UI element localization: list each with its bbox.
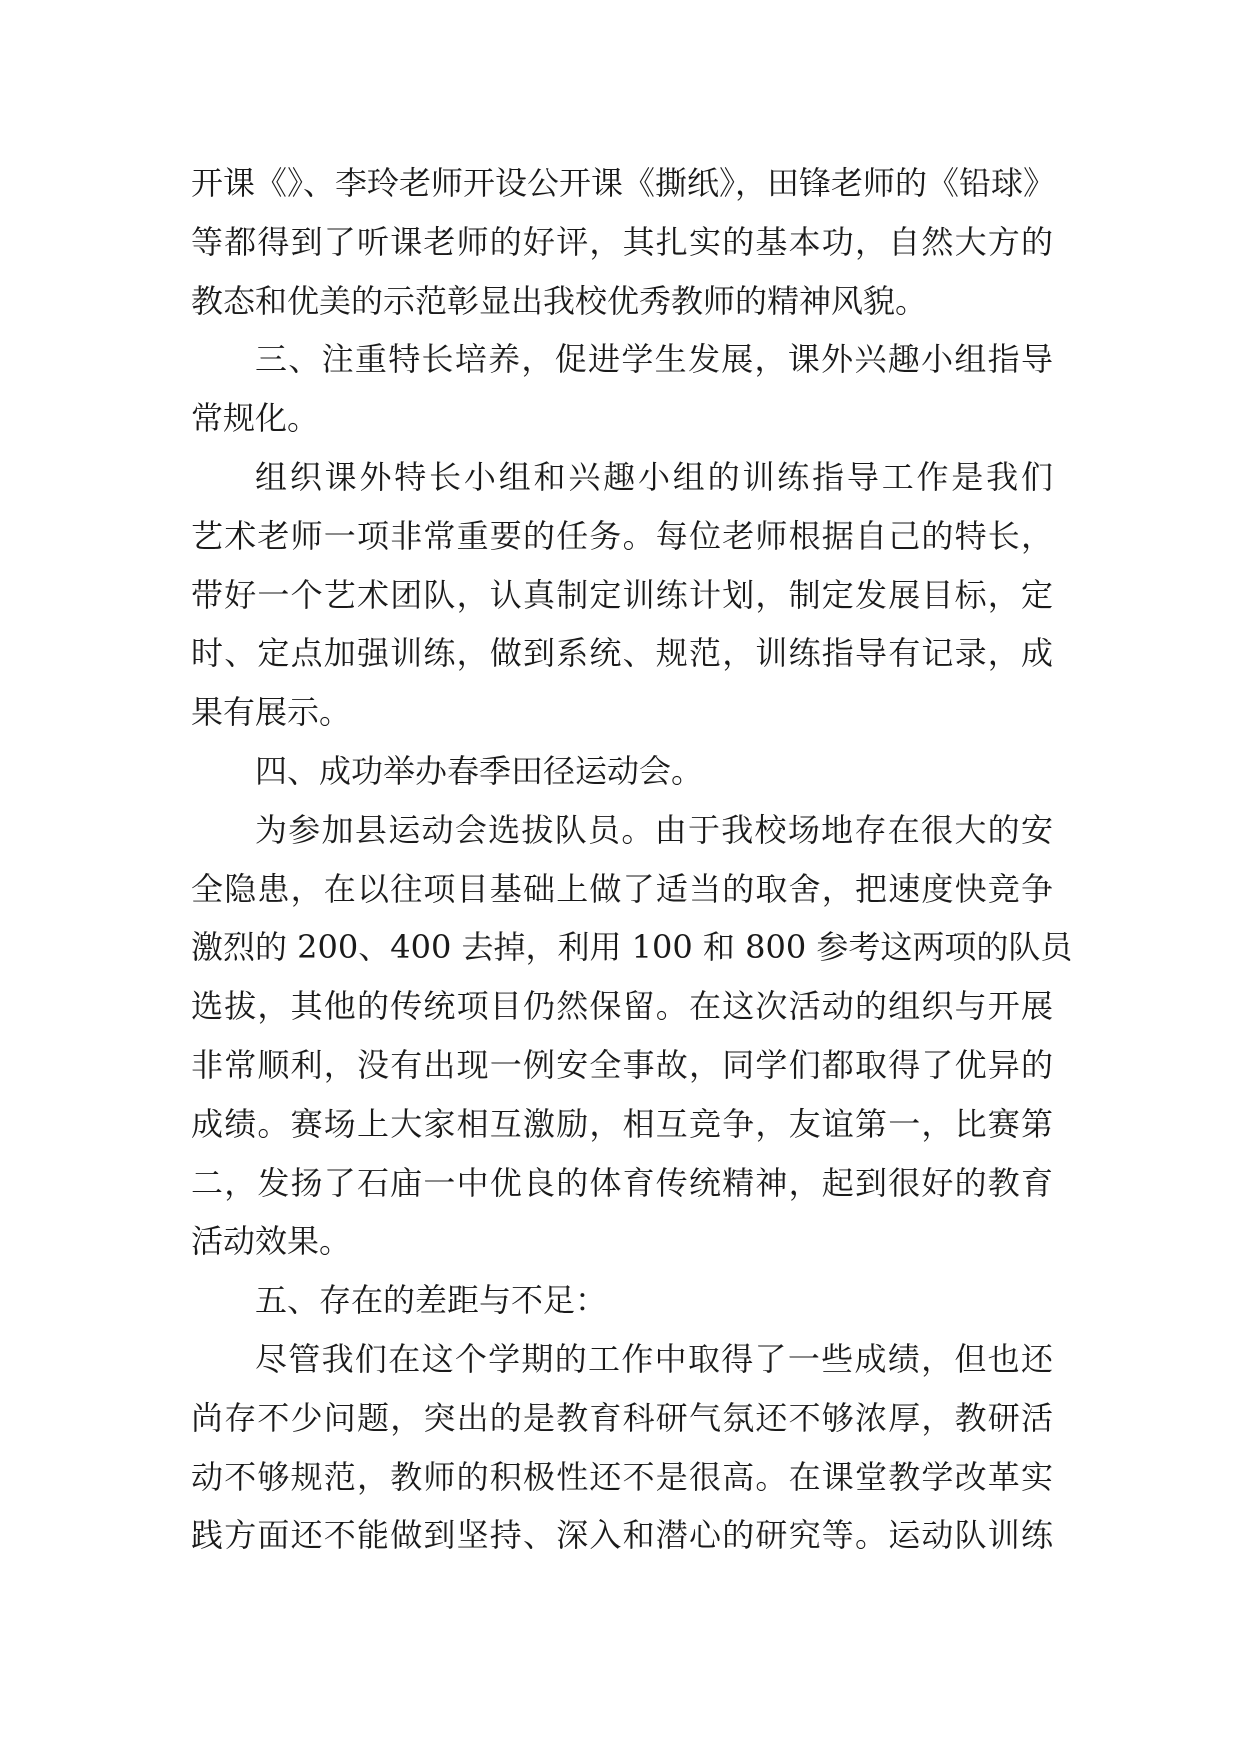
text-line: 艺术老师一项非常重要的任务。每位老师根据自己的特长， <box>191 516 1053 555</box>
text-line: 践方面还不能做到坚持、深入和潜心的研究等。运动队训练 <box>191 1516 1053 1555</box>
text-line: 果有展示。 <box>191 693 352 732</box>
text-line: 组织课外特长小组和兴趣小组的训练指导工作是我们 <box>255 457 1053 496</box>
text-line: 教态和优美的示范彰显出我校优秀教师的精神风貌。 <box>191 281 928 320</box>
body-text <box>191 154 1073 1565</box>
text-line: 活动效果。 <box>191 1222 352 1261</box>
text-line: 为参加县运动会选拔队员。由于我校场地存在很大的安 <box>255 810 1053 849</box>
text-line: 动不够规范，教师的积极性还不是很高。在课堂教学改革实 <box>191 1457 1053 1496</box>
text-line: 带好一个艺术团队，认真制定训练计划，制定发展目标，定 <box>191 575 1053 614</box>
text-line: 时、定点加强训练，做到系统、规范，训练指导有记录，成 <box>191 634 1053 673</box>
text-line: 激烈的 200、400 去掉，利用 100 和 800 参考这两项的队员 <box>191 928 1073 967</box>
text-line: 全隐患，在以往项目基础上做了适当的取舍，把速度快竞争 <box>191 869 1053 908</box>
text-line: 四、成功举办春季田径运动会。 <box>255 751 704 790</box>
text-line: 成绩。赛场上大家相互激励，相互竞争，友谊第一，比赛第 <box>191 1104 1053 1143</box>
text-line: 常规化。 <box>191 399 320 438</box>
text-line: 等都得到了听课老师的好评，其扎实的基本功，自然大方的 <box>191 222 1053 261</box>
text-line: 选拔，其他的传统项目仍然保留。在这次活动的组织与开展 <box>191 987 1053 1026</box>
text-line: 开课《》、李玲老师开设公开课《撕纸》，田锋老师的《铅球》 <box>191 164 1056 202</box>
text-line: 非常顺利，没有出现一例安全事故，同学们都取得了优异的 <box>191 1045 1053 1084</box>
text-line: 尽管我们在这个学期的工作中取得了一些成绩，但也还 <box>255 1339 1053 1378</box>
text-line: 尚存不少问题，突出的是教育科研气氛还不够浓厚，教研活 <box>191 1398 1053 1437</box>
text-line: 五、存在的差距与不足： <box>255 1281 608 1320</box>
text-line: 二，发扬了石庙一中优良的体育传统精神，起到很好的教育 <box>191 1163 1053 1202</box>
text-line: 三、注重特长培养，促进学生发展，课外兴趣小组指导 <box>255 340 1053 379</box>
